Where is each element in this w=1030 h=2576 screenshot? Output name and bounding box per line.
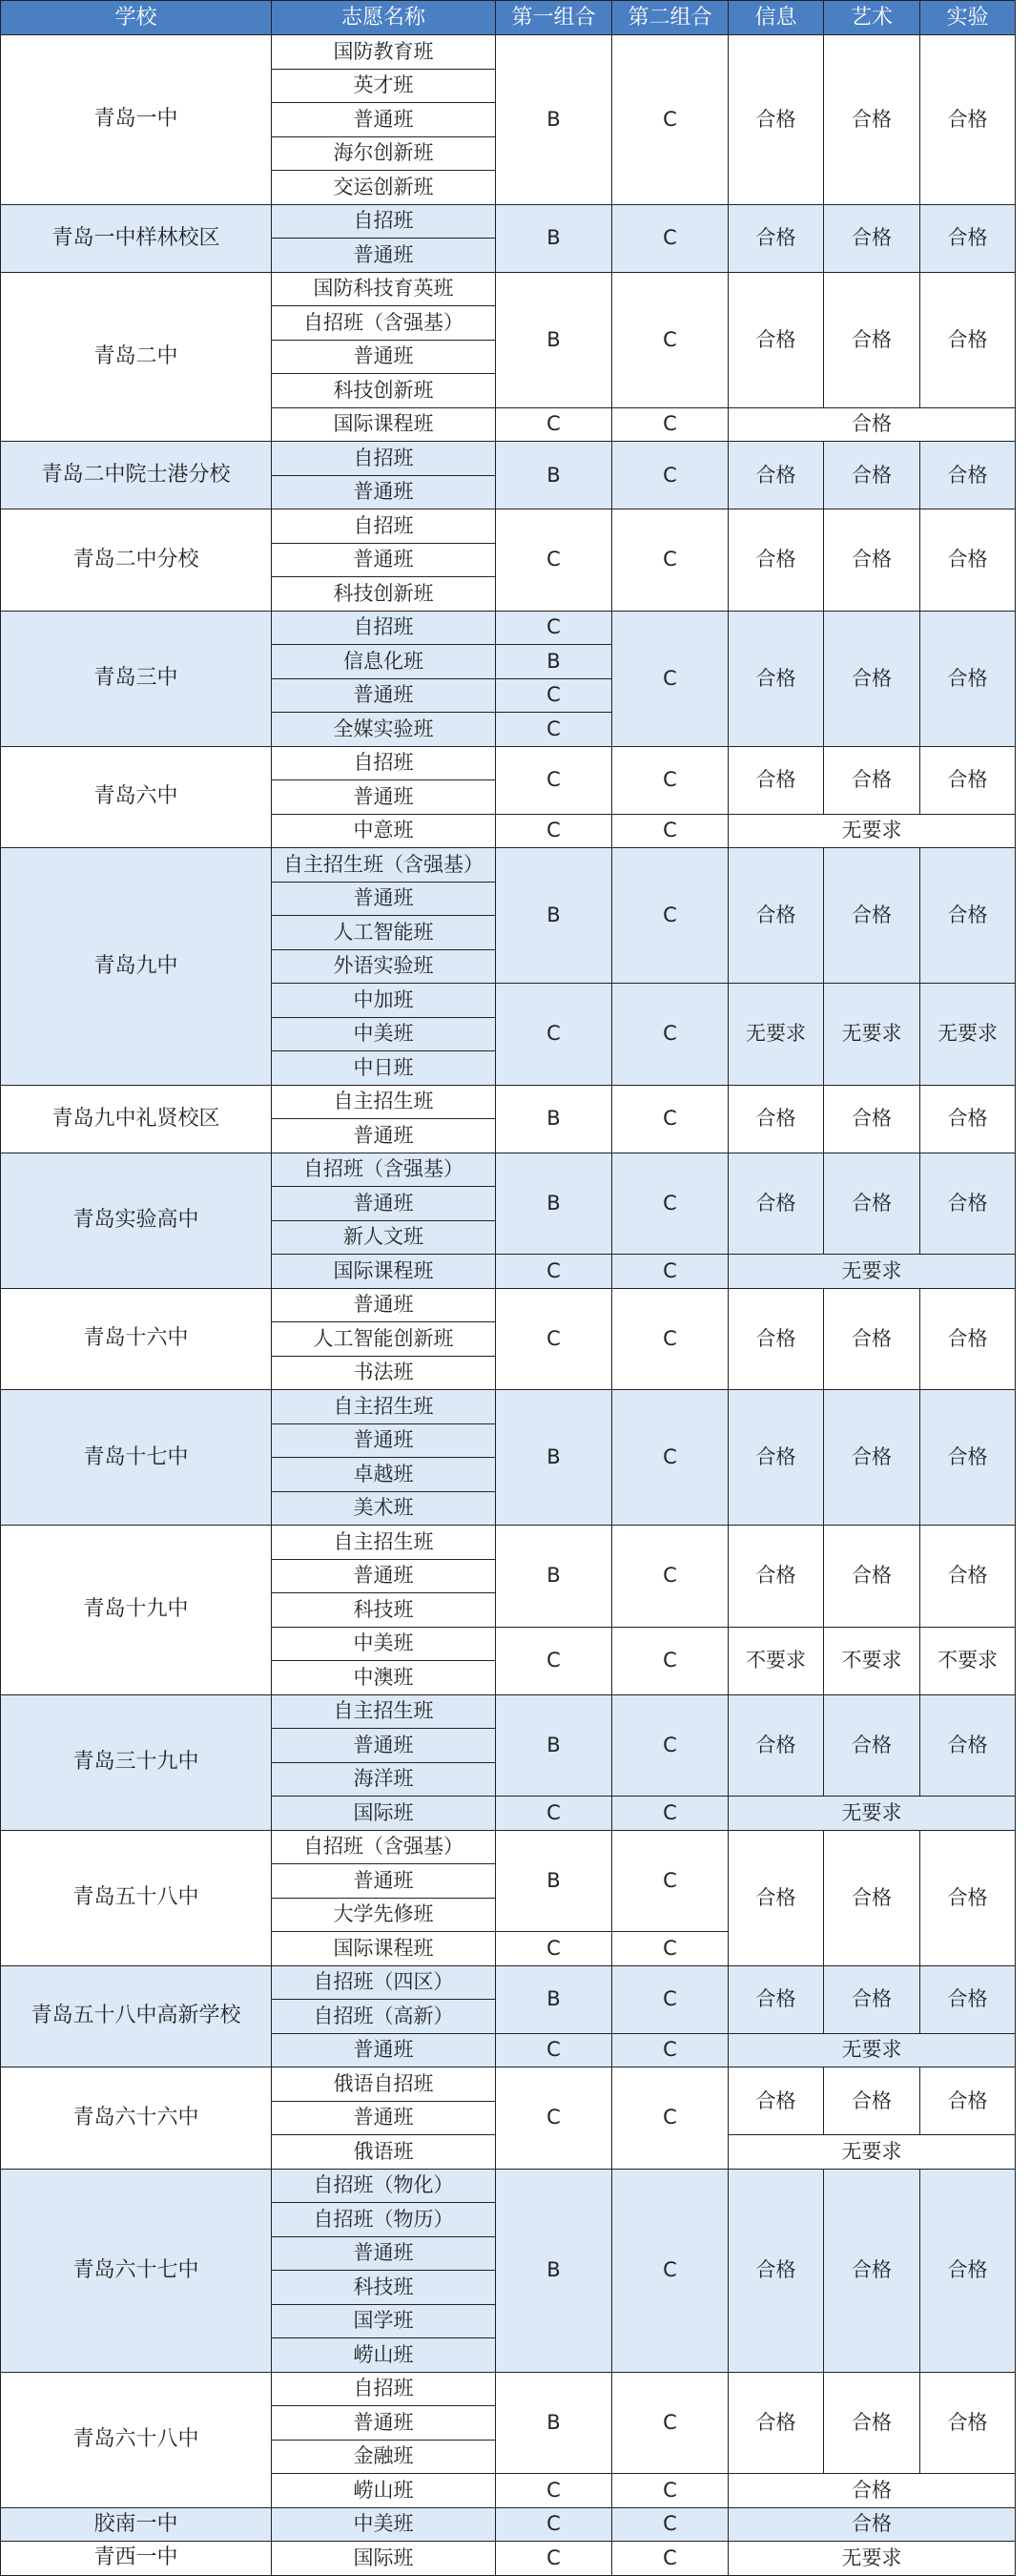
table-row bbox=[1, 611, 1016, 645]
art-cell: 无要求 bbox=[824, 984, 920, 1086]
group1-cell: B bbox=[496, 2372, 612, 2474]
info-cell: 不要求 bbox=[729, 1627, 824, 1694]
school-name-cell: 青岛实验高中 bbox=[1, 1153, 272, 1288]
program-name-cell: 人工智能创新班 bbox=[272, 1322, 496, 1357]
program-name-cell: 国防教育班 bbox=[272, 35, 496, 70]
group1-cell: C bbox=[496, 2474, 612, 2508]
program-name-cell: 海洋班 bbox=[272, 1762, 496, 1797]
program-name-cell: 自招班（物化） bbox=[272, 2169, 496, 2203]
table-row bbox=[1, 2169, 1016, 2203]
experiment-cell: 合格 bbox=[920, 1694, 1016, 1797]
program-name-cell: 俄语自招班 bbox=[272, 2067, 496, 2102]
program-name-cell: 中美班 bbox=[272, 1017, 496, 1051]
group2-cell: C bbox=[612, 1390, 729, 1526]
group2-cell: C bbox=[612, 2033, 729, 2067]
experiment-cell: 合格 bbox=[920, 1288, 1016, 1390]
table-row bbox=[1, 1965, 1016, 2000]
group2-cell: C bbox=[612, 204, 729, 272]
group1-cell: C bbox=[496, 984, 612, 1086]
school-name-cell: 青岛九中礼贤校区 bbox=[1, 1085, 272, 1153]
program-name-cell: 自主招生班 bbox=[272, 1526, 496, 1560]
table-row bbox=[1, 1694, 1016, 1729]
table-body bbox=[1, 35, 1016, 2576]
group1-cell: C bbox=[496, 1255, 612, 1289]
group2-cell: C bbox=[612, 611, 729, 746]
experiment-cell: 合格 bbox=[920, 1153, 1016, 1255]
program-name-cell: 普通班 bbox=[272, 780, 496, 815]
program-name-cell: 自招班 bbox=[272, 2372, 496, 2406]
program-name-cell: 中澳班 bbox=[272, 1661, 496, 1695]
group1-cell: B bbox=[496, 35, 612, 205]
program-name-cell: 自招班 bbox=[272, 746, 496, 780]
school-name-cell: 青岛一中样林校区 bbox=[1, 204, 272, 272]
experiment-cell: 合格 bbox=[920, 1830, 1016, 1965]
requirement-merged-cell: 合格 bbox=[729, 2507, 1016, 2542]
program-name-cell: 自招班（含强基） bbox=[272, 306, 496, 341]
program-name-cell: 国际课程班 bbox=[272, 1932, 496, 1966]
table-row bbox=[1, 746, 1016, 780]
program-name-cell: 普通班 bbox=[272, 1119, 496, 1153]
program-name-cell: 普通班 bbox=[272, 2101, 496, 2135]
info-cell: 合格 bbox=[729, 746, 824, 814]
requirement-merged-cell: 无要求 bbox=[729, 814, 1016, 848]
school-name-cell: 青岛五十八中高新学校 bbox=[1, 1965, 272, 2067]
experiment-cell: 合格 bbox=[920, 746, 1016, 814]
info-cell: 合格 bbox=[729, 2372, 824, 2474]
group1-cell: B bbox=[496, 442, 612, 509]
table-row bbox=[1, 2507, 1016, 2542]
group1-cell: B bbox=[496, 1965, 612, 2033]
school-name-cell: 青岛六十八中 bbox=[1, 2372, 272, 2507]
art-cell: 合格 bbox=[824, 1390, 920, 1526]
program-name-cell: 卓越班 bbox=[272, 1458, 496, 1492]
program-name-cell: 普通班 bbox=[272, 1423, 496, 1458]
program-name-cell: 崂山班 bbox=[272, 2338, 496, 2373]
experiment-cell: 合格 bbox=[920, 2372, 1016, 2474]
group1-cell: C bbox=[496, 678, 612, 713]
school-name-cell: 青岛九中 bbox=[1, 848, 272, 1086]
group1-cell: B bbox=[496, 272, 612, 407]
group2-cell: C bbox=[612, 407, 729, 442]
requirement-merged-cell: 无要求 bbox=[729, 2542, 1016, 2576]
info-cell: 合格 bbox=[729, 2169, 824, 2372]
requirement-merged-cell: 无要求 bbox=[729, 1255, 1016, 1289]
experiment-cell: 合格 bbox=[920, 1526, 1016, 1628]
table-row bbox=[1, 272, 1016, 306]
requirement-merged-cell: 无要求 bbox=[729, 2135, 1016, 2170]
program-name-cell: 自招班（四区） bbox=[272, 1965, 496, 2000]
group1-cell: C bbox=[496, 1288, 612, 1390]
program-name-cell: 崂山班 bbox=[272, 2474, 496, 2508]
group2-cell: C bbox=[612, 1255, 729, 1289]
school-name-cell: 青岛五十八中 bbox=[1, 1830, 272, 1965]
program-name-cell: 普通班 bbox=[272, 1288, 496, 1322]
experiment-cell: 合格 bbox=[920, 272, 1016, 407]
table-row bbox=[1, 2372, 1016, 2406]
program-name-cell: 国际课程班 bbox=[272, 407, 496, 442]
school-name-cell: 青岛三中 bbox=[1, 611, 272, 746]
program-name-cell: 金融班 bbox=[272, 2440, 496, 2474]
art-cell: 合格 bbox=[824, 204, 920, 272]
info-cell: 合格 bbox=[729, 2067, 824, 2135]
program-name-cell: 普通班 bbox=[272, 239, 496, 273]
group2-cell: C bbox=[612, 1627, 729, 1694]
info-cell: 合格 bbox=[729, 1526, 824, 1628]
program-name-cell: 自主招生班 bbox=[272, 1085, 496, 1119]
info-cell: 合格 bbox=[729, 204, 824, 272]
art-cell: 合格 bbox=[824, 2372, 920, 2474]
group1-cell: B bbox=[496, 1390, 612, 1526]
experiment-cell: 合格 bbox=[920, 848, 1016, 984]
school-name-cell: 青岛十九中 bbox=[1, 1526, 272, 1695]
group1-cell: B bbox=[496, 1153, 612, 1255]
art-cell: 合格 bbox=[824, 1085, 920, 1153]
group2-cell: C bbox=[612, 2507, 729, 2542]
table-row bbox=[1, 204, 1016, 239]
program-name-cell: 自主招生班 bbox=[272, 1390, 496, 1424]
experiment-cell: 合格 bbox=[920, 509, 1016, 612]
program-name-cell: 自主招生班 bbox=[272, 1694, 496, 1729]
group2-cell: C bbox=[612, 1797, 729, 1831]
school-name-cell: 青岛六十七中 bbox=[1, 2169, 272, 2372]
header-school: 学校 bbox=[1, 1, 272, 35]
program-name-cell: 中美班 bbox=[272, 1627, 496, 1661]
school-name-cell: 青岛一中 bbox=[1, 35, 272, 205]
group2-cell: C bbox=[612, 2372, 729, 2474]
art-cell: 合格 bbox=[824, 1694, 920, 1797]
program-name-cell: 普通班 bbox=[272, 1559, 496, 1593]
info-cell: 合格 bbox=[729, 1153, 824, 1255]
program-name-cell: 自主招生班（含强基） bbox=[272, 848, 496, 883]
info-cell: 合格 bbox=[729, 272, 824, 407]
table-row bbox=[1, 1830, 1016, 1864]
group1-cell: C bbox=[496, 407, 612, 442]
group2-cell: C bbox=[612, 848, 729, 984]
school-name-cell: 青岛六中 bbox=[1, 746, 272, 848]
group2-cell: C bbox=[612, 272, 729, 407]
art-cell: 合格 bbox=[824, 35, 920, 205]
program-name-cell: 自招班 bbox=[272, 442, 496, 476]
program-name-cell: 国防科技育英班 bbox=[272, 272, 496, 306]
info-cell: 合格 bbox=[729, 442, 824, 509]
requirement-merged-cell: 无要求 bbox=[729, 2033, 1016, 2067]
art-cell: 不要求 bbox=[824, 1627, 920, 1694]
experiment-cell: 合格 bbox=[920, 1965, 1016, 2033]
group1-cell: C bbox=[496, 1797, 612, 1831]
art-cell: 合格 bbox=[824, 611, 920, 746]
art-cell: 合格 bbox=[824, 2169, 920, 2372]
group1-cell: B bbox=[496, 1526, 612, 1628]
experiment-cell: 合格 bbox=[920, 2169, 1016, 2372]
group2-cell: C bbox=[612, 442, 729, 509]
info-cell: 合格 bbox=[729, 848, 824, 984]
header-group2: 第二组合 bbox=[612, 1, 729, 35]
group1-cell: B bbox=[496, 1085, 612, 1153]
info-cell: 合格 bbox=[729, 1085, 824, 1153]
group2-cell: C bbox=[612, 2169, 729, 2372]
group1-cell: C bbox=[496, 611, 612, 645]
school-name-cell: 青岛二中 bbox=[1, 272, 272, 442]
program-name-cell: 外语实验班 bbox=[272, 949, 496, 984]
group1-cell: C bbox=[496, 713, 612, 747]
group2-cell: C bbox=[612, 1694, 729, 1797]
school-name-cell: 青岛六十六中 bbox=[1, 2067, 272, 2170]
group1-cell: B bbox=[496, 2169, 612, 2372]
program-name-cell: 大学先修班 bbox=[272, 1898, 496, 1932]
header-group1: 第一组合 bbox=[496, 1, 612, 35]
group1-cell: C bbox=[496, 2542, 612, 2576]
group2-cell: C bbox=[612, 1965, 729, 2033]
info-cell: 无要求 bbox=[729, 984, 824, 1086]
table-row bbox=[1, 442, 1016, 476]
school-name-cell: 青岛十七中 bbox=[1, 1390, 272, 1526]
program-name-cell: 中日班 bbox=[272, 1051, 496, 1086]
program-name-cell: 自招班（物历） bbox=[272, 2203, 496, 2237]
group1-cell: C bbox=[496, 1932, 612, 1966]
table-row bbox=[1, 2542, 1016, 2576]
group2-cell: C bbox=[612, 2474, 729, 2508]
group2-cell: C bbox=[612, 1085, 729, 1153]
program-name-cell: 普通班 bbox=[272, 340, 496, 374]
table-row bbox=[1, 2067, 1016, 2102]
program-name-cell: 人工智能班 bbox=[272, 916, 496, 950]
info-cell: 合格 bbox=[729, 1830, 824, 1965]
experiment-cell: 不要求 bbox=[920, 1627, 1016, 1694]
table-row bbox=[1, 1526, 1016, 1560]
program-name-cell: 国际班 bbox=[272, 2542, 496, 2576]
program-name-cell: 自招班（含强基） bbox=[272, 1830, 496, 1864]
table-row bbox=[1, 1153, 1016, 1187]
art-cell: 合格 bbox=[824, 442, 920, 509]
group2-cell: C bbox=[612, 2542, 729, 2576]
requirement-merged-cell: 无要求 bbox=[729, 1797, 1016, 1831]
table-row bbox=[1, 848, 1016, 883]
experiment-cell: 合格 bbox=[920, 204, 1016, 272]
group1-cell: C bbox=[496, 1627, 612, 1694]
table-row bbox=[1, 509, 1016, 544]
group2-cell: C bbox=[612, 2067, 729, 2170]
group2-cell: C bbox=[612, 1932, 729, 1966]
program-name-cell: 国际班 bbox=[272, 1797, 496, 1831]
table-row bbox=[1, 35, 1016, 70]
school-name-cell: 青岛三十九中 bbox=[1, 1694, 272, 1830]
header-experiment: 实验 bbox=[920, 1, 1016, 35]
art-cell: 合格 bbox=[824, 1288, 920, 1390]
group1-cell: B bbox=[496, 204, 612, 272]
program-name-cell: 科技创新班 bbox=[272, 577, 496, 612]
art-cell: 合格 bbox=[824, 1830, 920, 1965]
program-name-cell: 普通班 bbox=[272, 1729, 496, 1763]
school-name-cell: 青岛二中分校 bbox=[1, 509, 272, 612]
requirement-merged-cell: 合格 bbox=[729, 2474, 1016, 2508]
header-row bbox=[1, 1, 1016, 35]
program-name-cell: 普通班 bbox=[272, 1187, 496, 1221]
group1-cell: C bbox=[496, 2507, 612, 2542]
program-name-cell: 科技班 bbox=[272, 1593, 496, 1628]
group1-cell: C bbox=[496, 746, 612, 814]
experiment-cell: 合格 bbox=[920, 2067, 1016, 2135]
program-name-cell: 普通班 bbox=[272, 2406, 496, 2441]
program-name-cell: 书法班 bbox=[272, 1356, 496, 1390]
art-cell: 合格 bbox=[824, 1153, 920, 1255]
program-name-cell: 信息化班 bbox=[272, 645, 496, 679]
program-name-cell: 中意班 bbox=[272, 814, 496, 848]
school-name-cell: 青岛二中院士港分校 bbox=[1, 442, 272, 509]
group1-cell: C bbox=[496, 2033, 612, 2067]
group2-cell: C bbox=[612, 984, 729, 1086]
experiment-cell: 合格 bbox=[920, 442, 1016, 509]
program-name-cell: 英才班 bbox=[272, 69, 496, 103]
experiment-cell: 合格 bbox=[920, 1390, 1016, 1526]
program-name-cell: 美术班 bbox=[272, 1491, 496, 1526]
art-cell: 合格 bbox=[824, 746, 920, 814]
header-art: 艺术 bbox=[824, 1, 920, 35]
art-cell: 合格 bbox=[824, 509, 920, 612]
group2-cell: C bbox=[612, 509, 729, 612]
program-name-cell: 普通班 bbox=[272, 543, 496, 577]
school-name-cell: 青西一中 bbox=[1, 2542, 272, 2576]
info-cell: 合格 bbox=[729, 1965, 824, 2033]
group2-cell: C bbox=[612, 1153, 729, 1255]
group1-cell: B bbox=[496, 1694, 612, 1797]
program-name-cell: 科技创新班 bbox=[272, 374, 496, 408]
art-cell: 合格 bbox=[824, 1965, 920, 2033]
group2-cell: C bbox=[612, 1288, 729, 1390]
program-name-cell: 新人文班 bbox=[272, 1220, 496, 1255]
table-row bbox=[1, 1085, 1016, 1119]
program-name-cell: 国学班 bbox=[272, 2304, 496, 2338]
program-name-cell: 全媒实验班 bbox=[272, 713, 496, 747]
group2-cell: C bbox=[612, 814, 729, 848]
group1-cell: B bbox=[496, 645, 612, 679]
experiment-cell: 合格 bbox=[920, 611, 1016, 746]
art-cell: 合格 bbox=[824, 848, 920, 984]
program-name-cell: 中加班 bbox=[272, 984, 496, 1018]
program-name-cell: 普通班 bbox=[272, 882, 496, 916]
group2-cell: C bbox=[612, 746, 729, 814]
info-cell: 合格 bbox=[729, 509, 824, 612]
info-cell: 合格 bbox=[729, 611, 824, 746]
program-name-cell: 科技班 bbox=[272, 2271, 496, 2305]
info-cell: 合格 bbox=[729, 1390, 824, 1526]
program-name-cell: 国际课程班 bbox=[272, 1255, 496, 1289]
art-cell: 合格 bbox=[824, 1526, 920, 1628]
program-name-cell: 自招班（含强基） bbox=[272, 1153, 496, 1187]
group1-cell: B bbox=[496, 848, 612, 984]
program-name-cell: 交运创新班 bbox=[272, 171, 496, 205]
program-name-cell: 自招班 bbox=[272, 509, 496, 544]
program-name-cell: 自招班 bbox=[272, 204, 496, 239]
header-info: 信息 bbox=[729, 1, 824, 35]
program-name-cell: 普通班 bbox=[272, 2236, 496, 2271]
group2-cell: C bbox=[612, 1526, 729, 1628]
group2-cell: C bbox=[612, 35, 729, 205]
group1-cell: C bbox=[496, 2067, 612, 2170]
group1-cell: C bbox=[496, 509, 612, 612]
program-name-cell: 普通班 bbox=[272, 2033, 496, 2067]
school-name-cell: 青岛十六中 bbox=[1, 1288, 272, 1390]
school-name-cell: 胶南一中 bbox=[1, 2507, 272, 2542]
program-name-cell: 普通班 bbox=[272, 678, 496, 713]
table-row bbox=[1, 1288, 1016, 1322]
table-row bbox=[1, 1390, 1016, 1424]
requirement-merged-cell: 合格 bbox=[729, 407, 1016, 442]
info-cell: 合格 bbox=[729, 1694, 824, 1797]
program-name-cell: 自招班（高新） bbox=[272, 2000, 496, 2034]
program-name-cell: 自招班 bbox=[272, 611, 496, 645]
program-name-cell: 海尔创新班 bbox=[272, 136, 496, 171]
program-name-cell: 俄语班 bbox=[272, 2135, 496, 2170]
group1-cell: C bbox=[496, 814, 612, 848]
header-program: 志愿名称 bbox=[272, 1, 496, 35]
info-cell: 合格 bbox=[729, 35, 824, 205]
program-name-cell: 中美班 bbox=[272, 2507, 496, 2542]
group1-cell: B bbox=[496, 1830, 612, 1932]
art-cell: 合格 bbox=[824, 272, 920, 407]
program-name-cell: 普通班 bbox=[272, 103, 496, 137]
program-name-cell: 普通班 bbox=[272, 1864, 496, 1899]
group2-cell: C bbox=[612, 1830, 729, 1932]
experiment-cell: 合格 bbox=[920, 1085, 1016, 1153]
experiment-cell: 合格 bbox=[920, 35, 1016, 205]
info-cell: 合格 bbox=[729, 1288, 824, 1390]
art-cell: 合格 bbox=[824, 2067, 920, 2135]
experiment-cell: 无要求 bbox=[920, 984, 1016, 1086]
program-name-cell: 普通班 bbox=[272, 475, 496, 509]
